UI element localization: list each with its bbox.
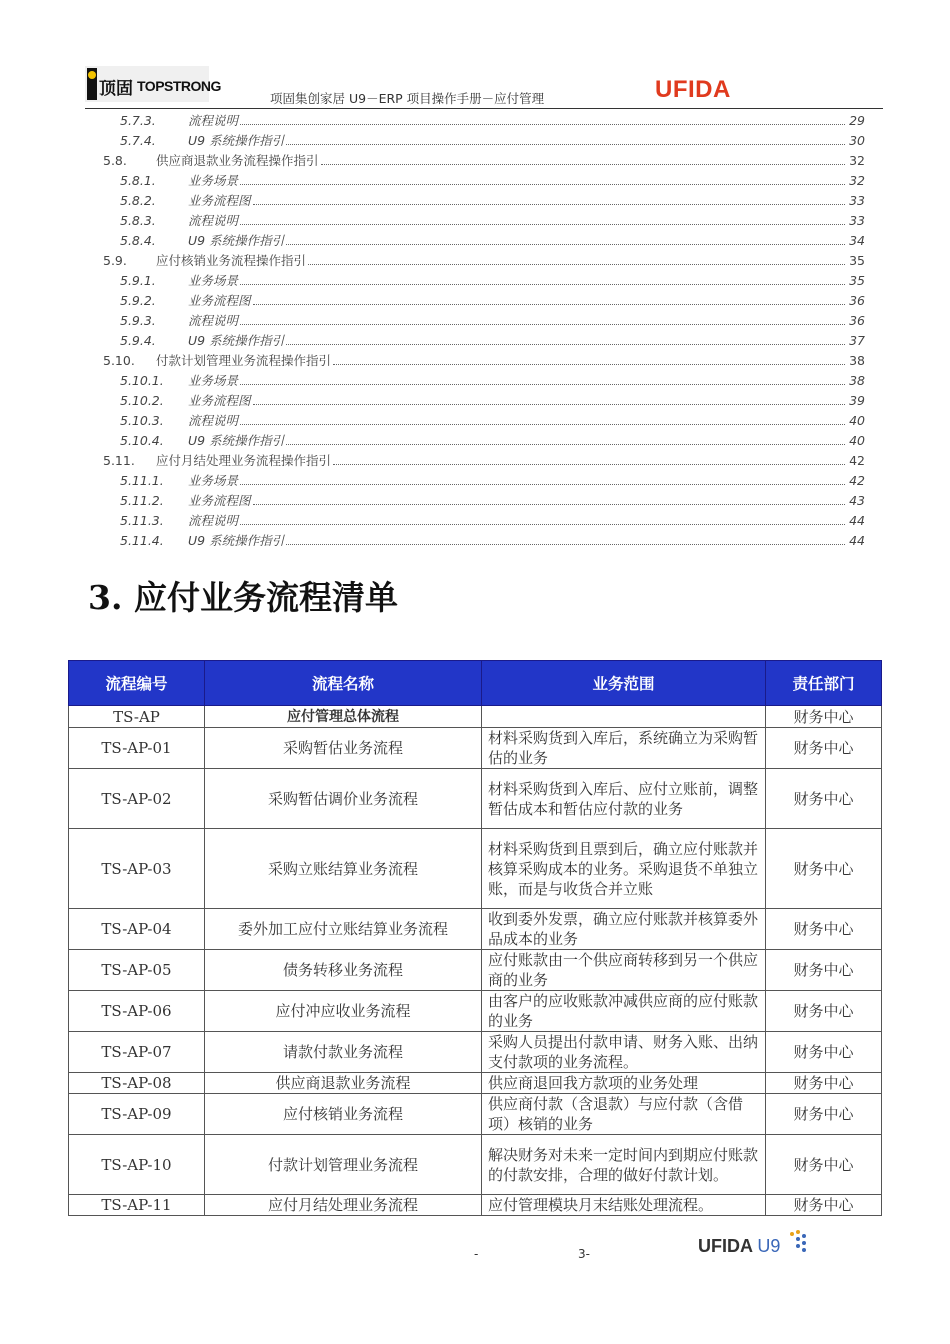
toc-entry-number: 5.7.3. xyxy=(120,112,156,128)
process-scope-cell: 解决财务对未来一定时间内到期应付账款的付款安排，合理的做好付款计划。 xyxy=(482,1135,766,1195)
toc-entry-title: 应付月结处理业务流程操作指引 xyxy=(156,453,332,468)
process-dept-cell: 财务中心 xyxy=(766,706,882,728)
page-header xyxy=(85,66,885,110)
process-dept-cell: 财务中心 xyxy=(766,1032,882,1073)
process-scope-cell: 收到委外发票，确立应付账款并核算委外品成本的业务 xyxy=(482,909,766,950)
toc-entry-title: 业务流程图 xyxy=(188,393,251,408)
toc-entry-page: 40 xyxy=(849,412,865,428)
toc-entry-page: 34 xyxy=(849,232,865,248)
toc-entry-title: U9 系统操作指引 xyxy=(188,133,285,148)
toc-entry-title: U9 系统操作指引 xyxy=(188,333,285,348)
toc-dot-leader xyxy=(253,504,845,505)
table-body xyxy=(69,706,882,1216)
process-name-cell: 委外加工应付立账结算业务流程 xyxy=(205,909,482,950)
toc-dot-leader xyxy=(333,464,845,465)
process-code-cell: TS-AP xyxy=(69,706,205,728)
toc-entry-page: 38 xyxy=(849,372,865,388)
toc-entry-title: 业务场景 xyxy=(188,373,239,388)
toc-entry-page: 39 xyxy=(849,392,865,408)
process-code-cell: TS-AP-01 xyxy=(69,728,205,769)
process-scope-cell: 材料采购货到且票到后，确立应付账款并核算采购成本的业务。采购退货不单独立账，而是与收货合并立账 xyxy=(482,829,766,909)
toc-entry-number: 5.10.3. xyxy=(120,412,164,428)
toc-entry-title: 流程说明 xyxy=(188,313,239,328)
toc-dot-leader xyxy=(240,484,845,485)
col-header-dept: 责任部门 xyxy=(766,661,882,706)
ufida-logo: UFIDA xyxy=(655,76,731,103)
toc-entry-page: 30 xyxy=(849,132,865,148)
logo-cn-text: 顶固 xyxy=(99,79,133,99)
toc-entry-page: 44 xyxy=(849,532,865,548)
toc-dot-leader xyxy=(308,264,845,265)
toc-dot-leader xyxy=(240,424,845,425)
process-scope-cell: 应付账款由一个供应商转移到另一个供应商的业务 xyxy=(482,950,766,991)
toc-entry-number: 5.11.3. xyxy=(120,512,164,528)
u9-logo-text: U9 xyxy=(757,1236,781,1256)
toc-dot-leader xyxy=(253,304,845,305)
table-row xyxy=(69,1135,882,1195)
toc-dot-leader xyxy=(240,524,845,525)
process-dept-cell: 财务中心 xyxy=(766,1094,882,1135)
process-code-cell: TS-AP-10 xyxy=(69,1135,205,1195)
process-dept-cell: 财务中心 xyxy=(766,991,882,1032)
toc-entry-title: U9 系统操作指引 xyxy=(188,433,285,448)
toc-dot-leader xyxy=(286,344,845,345)
toc-entry-number: 5.11.4. xyxy=(120,532,164,548)
toc-entry-number: 5.8.3. xyxy=(120,212,156,228)
table-row xyxy=(69,769,882,829)
ufida-u9-logo-text: UFIDA xyxy=(698,1236,753,1256)
toc-entry-page: 35 xyxy=(849,252,865,268)
process-scope-cell: 材料采购货到入库后、应付立账前，调整暂估成本和暂估应付款的业务 xyxy=(482,769,766,829)
toc-entry-number: 5.10.1. xyxy=(120,372,164,388)
toc-entry-number: 5.8.1. xyxy=(120,172,156,188)
toc-entry[interactable] xyxy=(100,470,865,490)
toc-entry-page: 43 xyxy=(849,492,865,508)
toc-dot-leader xyxy=(286,244,845,245)
toc-entry-number: 5.11.1. xyxy=(120,472,164,488)
process-scope-cell: 由客户的应收账款冲减供应商的应付账款的业务 xyxy=(482,991,766,1032)
toc-entry-title: 业务流程图 xyxy=(188,193,251,208)
toc-entry[interactable] xyxy=(100,490,865,510)
toc-entry-title: 业务场景 xyxy=(188,473,239,488)
process-name-cell: 采购立账结算业务流程 xyxy=(205,829,482,909)
toc-entry-page: 42 xyxy=(849,452,865,468)
toc-entry-number: 5.8. xyxy=(103,152,127,168)
section-title: 3. 应付业务流程清单 xyxy=(88,578,398,617)
process-scope-cell: 应付管理模块月末结账处理流程。 xyxy=(482,1195,766,1216)
toc-entry-page: 36 xyxy=(849,292,865,308)
table-row xyxy=(69,950,882,991)
toc-entry-number: 5.7.4. xyxy=(120,132,156,148)
process-dept-cell: 财务中心 xyxy=(766,909,882,950)
process-scope-cell: 材料采购货到入库后，系统确立为采购暂估的业务 xyxy=(482,728,766,769)
header-title: 项固集创家居 U9－ERP 项目操作手册－应付管理 xyxy=(270,91,545,106)
process-name-cell: 采购暂估业务流程 xyxy=(205,728,482,769)
toc-entry[interactable] xyxy=(100,190,865,210)
col-header-scope: 业务范围 xyxy=(482,661,766,706)
table-header-row xyxy=(69,661,882,706)
toc-entry[interactable] xyxy=(100,350,865,370)
process-name-cell: 请款付款业务流程 xyxy=(205,1032,482,1073)
process-code-cell: TS-AP-03 xyxy=(69,829,205,909)
process-code-cell: TS-AP-02 xyxy=(69,769,205,829)
toc-entry-number: 5.10. xyxy=(103,352,135,368)
toc-entry-title: 付款计划管理业务流程操作指引 xyxy=(156,353,332,368)
toc-entry[interactable] xyxy=(100,410,865,430)
topstrong-logo xyxy=(85,66,221,102)
toc-entry-page: 33 xyxy=(849,192,865,208)
toc-entry[interactable] xyxy=(100,230,865,250)
table-row xyxy=(69,728,882,769)
toc-entry-title: U9 系统操作指引 xyxy=(188,533,285,548)
process-dept-cell: 财务中心 xyxy=(766,1135,882,1195)
toc-entry-title: 业务流程图 xyxy=(188,493,251,508)
toc-entry-page: 40 xyxy=(849,432,865,448)
process-code-cell: TS-AP-11 xyxy=(69,1195,205,1216)
toc-entry[interactable] xyxy=(100,510,865,530)
toc-entry-number: 5.9.3. xyxy=(120,312,156,328)
toc-entry-title: 流程说明 xyxy=(188,513,239,528)
u9-dots-icon xyxy=(790,1230,810,1254)
process-code-cell: TS-AP-07 xyxy=(69,1032,205,1073)
toc-entry-number: 5.9.4. xyxy=(120,332,156,348)
table-of-contents xyxy=(100,110,865,550)
table-row xyxy=(69,1094,882,1135)
toc-entry-title: 业务场景 xyxy=(188,173,239,188)
toc-entry-number: 5.9.2. xyxy=(120,292,156,308)
process-scope-cell: 供应商付款（含退款）与应付款（含借项）核销的业务 xyxy=(482,1094,766,1135)
toc-entry[interactable] xyxy=(100,370,865,390)
toc-entry-page: 32 xyxy=(849,172,865,188)
table-row xyxy=(69,909,882,950)
toc-entry[interactable] xyxy=(100,290,865,310)
toc-entry[interactable] xyxy=(100,310,865,330)
process-code-cell: TS-AP-09 xyxy=(69,1094,205,1135)
toc-entry[interactable] xyxy=(100,530,865,550)
table-row xyxy=(69,991,882,1032)
toc-entry-page: 35 xyxy=(849,272,865,288)
toc-entry-title: 供应商退款业务流程操作指引 xyxy=(156,153,319,168)
process-code-cell: TS-AP-06 xyxy=(69,991,205,1032)
toc-entry[interactable] xyxy=(100,130,865,150)
process-scope-cell xyxy=(482,706,766,728)
toc-entry-number: 5.9.1. xyxy=(120,272,156,288)
toc-dot-leader xyxy=(240,224,845,225)
process-code-cell: TS-AP-05 xyxy=(69,950,205,991)
process-scope-cell: 采购人员提出付款申请、财务入账、出纳支付款项的业务流程。 xyxy=(482,1032,766,1073)
toc-entry-page: 36 xyxy=(849,312,865,328)
logo-en-text: TOPSTRONG xyxy=(137,78,221,94)
process-name-cell: 采购暂估调价业务流程 xyxy=(205,769,482,829)
col-header-code: 流程编号 xyxy=(69,661,205,706)
toc-dot-leader xyxy=(321,164,845,165)
process-code-cell: TS-AP-08 xyxy=(69,1073,205,1094)
toc-entry-title: 流程说明 xyxy=(188,413,239,428)
toc-entry-page: 33 xyxy=(849,212,865,228)
toc-entry-page: 37 xyxy=(849,332,865,348)
toc-entry-title: 业务场景 xyxy=(188,273,239,288)
toc-entry-number: 5.9. xyxy=(103,252,127,268)
topstrong-mark-icon xyxy=(87,68,97,100)
toc-entry-title: 流程说明 xyxy=(188,113,239,128)
toc-dot-leader xyxy=(253,204,845,205)
toc-entry-page: 44 xyxy=(849,512,865,528)
toc-entry-page: 42 xyxy=(849,472,865,488)
process-name-cell: 供应商退款业务流程 xyxy=(205,1073,482,1094)
process-dept-cell: 财务中心 xyxy=(766,1195,882,1216)
process-dept-cell: 财务中心 xyxy=(766,769,882,829)
toc-entry-number: 5.11. xyxy=(103,452,135,468)
process-name-cell: 应付核销业务流程 xyxy=(205,1094,482,1135)
toc-entry[interactable] xyxy=(100,270,865,290)
table-row xyxy=(69,1073,882,1094)
toc-dot-leader xyxy=(240,384,845,385)
toc-entry[interactable] xyxy=(100,250,865,270)
toc-dot-leader xyxy=(240,184,845,185)
toc-dot-leader xyxy=(286,444,845,445)
toc-dot-leader xyxy=(240,324,845,325)
toc-entry[interactable] xyxy=(100,390,865,410)
table-row xyxy=(69,1032,882,1073)
toc-entry[interactable] xyxy=(100,210,865,230)
toc-entry-number: 5.10.4. xyxy=(120,432,164,448)
page-number: 3- xyxy=(578,1247,590,1261)
toc-entry[interactable] xyxy=(100,150,865,170)
process-code-cell: TS-AP-04 xyxy=(69,909,205,950)
toc-entry-number: 5.8.4. xyxy=(120,232,156,248)
table-row xyxy=(69,1195,882,1216)
table-row xyxy=(69,829,882,909)
ufida-u9-logo xyxy=(698,1236,780,1257)
toc-entry[interactable] xyxy=(100,110,865,130)
toc-dot-leader xyxy=(240,284,845,285)
toc-entry[interactable] xyxy=(100,330,865,350)
toc-dot-leader xyxy=(240,124,845,125)
process-dept-cell: 财务中心 xyxy=(766,950,882,991)
process-dept-cell: 财务中心 xyxy=(766,829,882,909)
process-name-cell: 付款计划管理业务流程 xyxy=(205,1135,482,1195)
toc-dot-leader xyxy=(253,404,845,405)
toc-dot-leader xyxy=(333,364,845,365)
toc-entry[interactable] xyxy=(100,430,865,450)
process-name-cell: 应付冲应收业务流程 xyxy=(205,991,482,1032)
toc-entry-page: 32 xyxy=(849,152,865,168)
header-divider xyxy=(85,108,883,109)
toc-dot-leader xyxy=(286,144,845,145)
process-dept-cell: 财务中心 xyxy=(766,728,882,769)
toc-entry-title: U9 系统操作指引 xyxy=(188,233,285,248)
col-header-name: 流程名称 xyxy=(205,661,482,706)
toc-entry-page: 38 xyxy=(849,352,865,368)
toc-dot-leader xyxy=(286,544,845,545)
toc-entry-number: 5.11.2. xyxy=(120,492,164,508)
toc-entry-page: 29 xyxy=(849,112,865,128)
process-dept-cell: 财务中心 xyxy=(766,1073,882,1094)
process-name-cell: 应付月结处理业务流程 xyxy=(205,1195,482,1216)
process-name-cell: 应付管理总体流程 xyxy=(205,706,482,728)
toc-entry[interactable] xyxy=(100,170,865,190)
process-list-table xyxy=(68,660,882,1216)
toc-entry-title: 流程说明 xyxy=(188,213,239,228)
process-name-cell: 债务转移业务流程 xyxy=(205,950,482,991)
toc-entry[interactable] xyxy=(100,450,865,470)
toc-entry-title: 业务流程图 xyxy=(188,293,251,308)
toc-entry-number: 5.10.2. xyxy=(120,392,164,408)
table-row xyxy=(69,706,882,728)
footer-dash: - xyxy=(474,1247,479,1261)
toc-entry-title: 应付核销业务流程操作指引 xyxy=(156,253,307,268)
process-scope-cell: 供应商退回我方款项的业务处理 xyxy=(482,1073,766,1094)
toc-entry-number: 5.8.2. xyxy=(120,192,156,208)
